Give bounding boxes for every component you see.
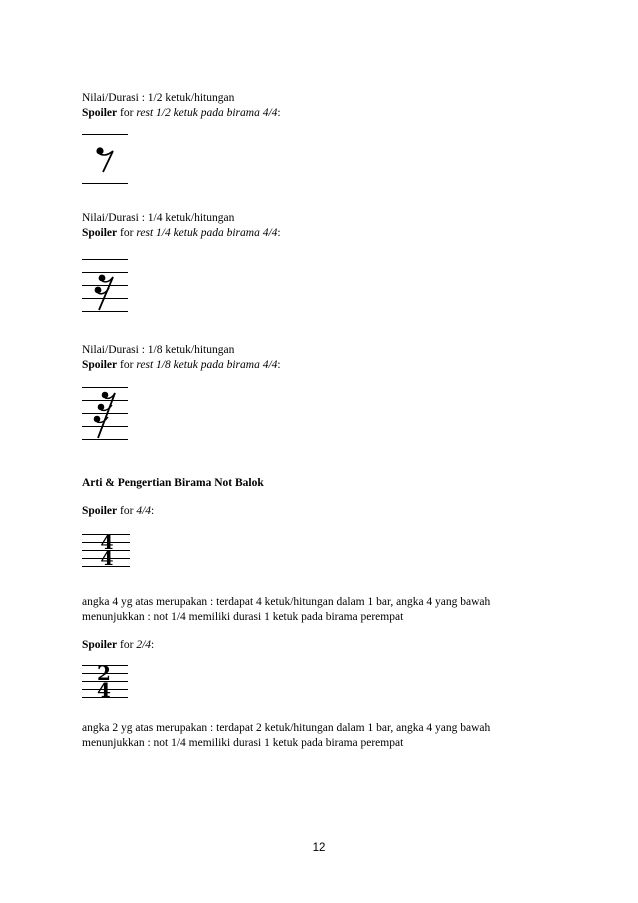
spoiler-line-2 [82, 226, 281, 240]
time-signature-top: 4 [100, 532, 114, 554]
thirty-second-rest-icon [94, 392, 115, 438]
spoiler-italic: rest 1/8 ketuk pada birama 4/4 [136, 359, 278, 371]
spoiler-bold: Spoiler [82, 639, 118, 651]
duration-label-3: Nilai/Durasi : 1/8 ketuk/hitungan [82, 344, 235, 356]
time-signature-icon [100, 532, 113, 570]
staff-eighth-rest [82, 130, 132, 188]
spoiler-line-4-4 [82, 504, 154, 518]
staff-time-signature-2-4 [82, 660, 134, 702]
staff-thirty-second-rest [82, 382, 132, 442]
spoiler-for: for [117, 107, 137, 119]
spoiler-end: : [151, 505, 155, 517]
spoiler-italic: 2/4 [136, 639, 152, 651]
staff-sixteenth-rest [82, 254, 132, 316]
spoiler-line-3 [82, 358, 281, 372]
spoiler-bold: Spoiler [82, 505, 118, 517]
spoiler-line-2-4 [82, 638, 154, 652]
spoiler-italic: 4/4 [136, 505, 152, 517]
spoiler-italic: rest 1/2 ketuk pada birama 4/4 [136, 107, 278, 119]
time-signature-top: 2 [97, 661, 111, 685]
eighth-rest-icon [96, 147, 113, 172]
time-signature-icon [97, 661, 111, 702]
spoiler-for: for [117, 639, 137, 651]
duration-label-2: Nilai/Durasi : 1/4 ketuk/hitungan [82, 212, 235, 224]
page-number: 12 [312, 842, 326, 854]
spoiler-end: : [277, 227, 281, 239]
staff-time-signature-4-4 [82, 530, 134, 570]
spoiler-for: for [117, 359, 137, 371]
description-2-4: angka 2 yg atas merupakan : terdapat 2 ketuk/hitungan dalam 1 bar, angka 4 yang bawah menunjukkan : not 1/4 memiliki durasi 1 ketuk pada birama perempat [82, 722, 491, 749]
spoiler-bold: Spoiler [82, 359, 118, 371]
spoiler-for: for [117, 227, 137, 239]
time-signature-bottom: 4 [97, 678, 111, 702]
spoiler-bold: Spoiler [82, 107, 118, 119]
spoiler-end: : [277, 107, 281, 119]
spoiler-italic: rest 1/4 ketuk pada birama 4/4 [136, 227, 278, 239]
spoiler-bold: Spoiler [82, 227, 118, 239]
sixteenth-rest-icon [95, 275, 113, 310]
spoiler-line-1 [82, 106, 281, 120]
spoiler-end: : [277, 359, 281, 371]
description-4-4: angka 4 yg atas merupakan : terdapat 4 ketuk/hitungan dalam 1 bar, angka 4 yang bawah menunjukkan : not 1/4 memiliki durasi 1 ketuk pada birama perempat [82, 596, 491, 623]
spoiler-end: : [151, 639, 155, 651]
section-heading: Arti & Pengertian Birama Not Balok [82, 477, 264, 489]
duration-label-1: Nilai/Durasi : 1/2 ketuk/hitungan [82, 92, 235, 104]
time-signature-bottom: 4 [100, 548, 114, 570]
spoiler-for: for [117, 505, 137, 517]
